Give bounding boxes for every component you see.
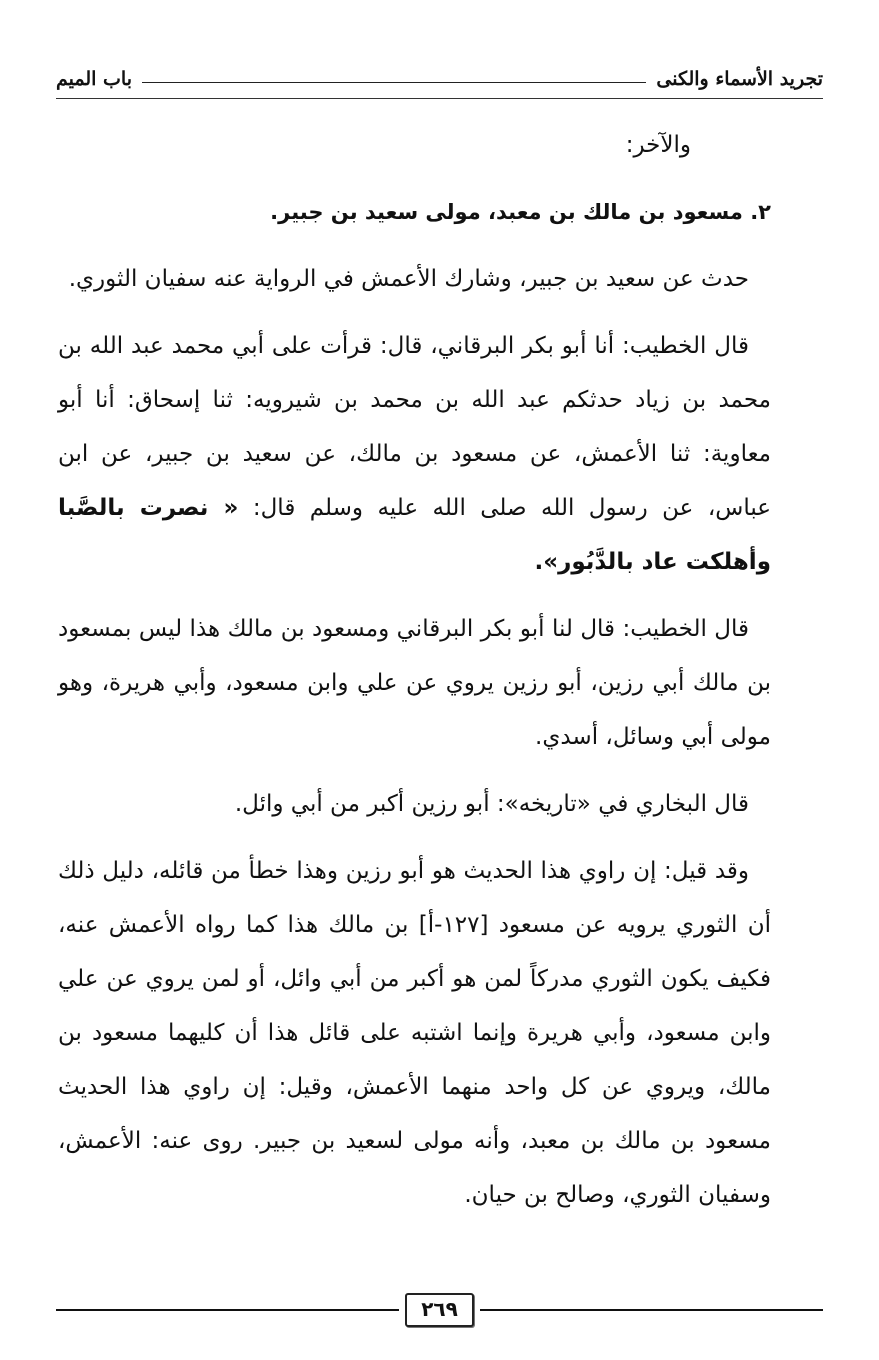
page-footer <box>56 1290 823 1330</box>
paragraph-5: وقد قيل: إن راوي هذا الحديث هو أبو رزين وهذا خطأ من قائله، دليل ذلك أن الثوري يرويه عن مسعود [١٢٧-أ] بن مالك هذا كما رواه الأعمش عنه، فكيف يكون الثوري مدركاً لمن هو أكبر من أبي وائل، أو لمن يروي عن علي وابن مسعود، وأبي هريرة وإنما اشتبه على قائل هذا أن كليهما مسعود بن مالك، ويروي عن كل واحد منهما الأعمش، وقيل: إن راوي هذا الحديث مسعود بن مالك بن معبد، وأنه مولى لسعيد بن جبير. روى عنه: الأعمش، وسفيان الثوري، وصالح بن حيان. <box>58 858 771 1208</box>
book-title: تجريد الأسماء والكنى <box>656 68 823 90</box>
paragraph-2 <box>58 319 771 589</box>
footer-rule-left <box>56 1309 399 1311</box>
isnad-text: قال الخطيب: أنا أبو بكر البرقاني، قال: قرأت على أبي محمد عبد الله بن محمد بن زياد حدثكم عبد الله بن محمد بن شيرويه: ثنا إسحاق: أنا أبو معاوية: ثنا الأعمش، عن مسعود بن مالك، عن سعيد بن جبير، عن ابن عباس، عن رسول الله صلى الله عليه وسلم قال: <box>58 333 771 521</box>
entry-heading <box>58 185 771 239</box>
previous-entry-tail: والآخر: <box>625 132 691 158</box>
paragraph-3: قال الخطيب: قال لنا أبو بكر البرقاني ومسعود بن مالك هذا ليس بمسعود بن مالك أبي رزين، أبو رزين يروي عن علي وابن مسعود، وأبي هريرة، وهو مولى أبي وسائل، أسدي. <box>58 616 771 750</box>
page-number: ٢٦٩ <box>405 1293 474 1327</box>
main-text <box>58 118 771 1235</box>
header-divider <box>56 98 823 99</box>
header-rule <box>142 82 646 83</box>
hadith-text: « نصرت بالصَّبا وأهلكت عاد بالدَّبُور». <box>58 495 771 575</box>
paragraph-4: قال البخاري في «تاريخه»: أبو رزين أكبر من أبي وائل. <box>234 791 749 817</box>
footer-rule-right <box>480 1309 823 1311</box>
section-title: باب الميم <box>56 68 133 90</box>
entry-name: مسعود بن مالك بن معبد، مولى سعيد بن جبير. <box>270 200 743 224</box>
paragraph-1: حدث عن سعيد بن جبير، وشارك الأعمش في الرواية عنه سفيان الثوري. <box>68 266 749 292</box>
running-header <box>56 62 823 96</box>
entry-number: ٢. <box>750 200 771 224</box>
